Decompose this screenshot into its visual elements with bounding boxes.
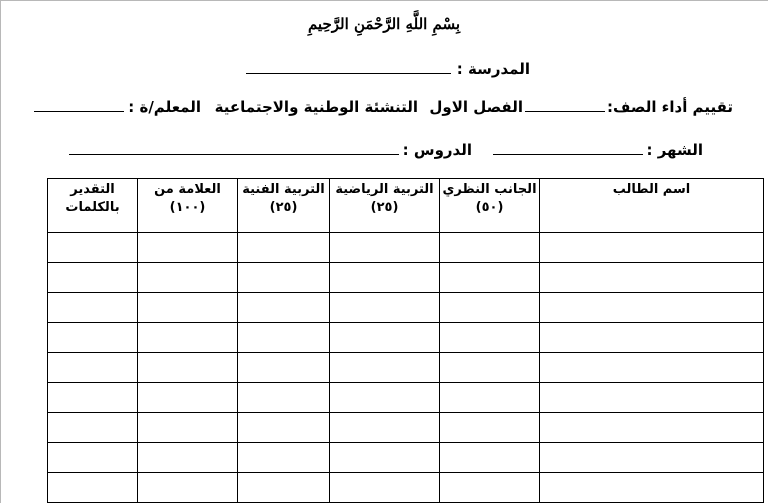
grade-in-words-header: التقدير بالكلمات [48, 179, 138, 233]
teacher-field [34, 98, 201, 116]
grade-in-words-cell[interactable] [48, 473, 138, 503]
total-mark-cell[interactable] [138, 413, 238, 443]
table-row [48, 353, 764, 383]
student-name-cell[interactable] [540, 473, 764, 503]
student-name-cell[interactable] [540, 293, 764, 323]
total-mark-cell[interactable] [138, 323, 238, 353]
total-mark-cell[interactable] [138, 473, 238, 503]
physical-education-cell[interactable] [330, 353, 440, 383]
grade-in-words-cell[interactable] [48, 233, 138, 263]
theory-cell[interactable] [440, 413, 540, 443]
month-label: الشهر : [646, 141, 703, 159]
physical-education-cell[interactable] [330, 413, 440, 443]
table-row [48, 383, 764, 413]
grades-table [47, 178, 764, 503]
teacher-label: المعلم/ة : [128, 98, 201, 116]
lessons-field [69, 141, 472, 159]
total-mark-cell[interactable] [138, 263, 238, 293]
art-education-cell[interactable] [238, 353, 330, 383]
art-education-header: التربية الفنية (٢٥) [238, 179, 330, 233]
grade-in-words-cell[interactable] [48, 413, 138, 443]
total-mark-cell[interactable] [138, 293, 238, 323]
table-row [48, 263, 764, 293]
theory-cell[interactable] [440, 323, 540, 353]
theory-header: الجانب النظري (٥٠) [440, 179, 540, 233]
grade-in-words-cell[interactable] [48, 383, 138, 413]
physical-education-cell[interactable] [330, 383, 440, 413]
teacher-blank[interactable] [34, 99, 124, 112]
grade-in-words-cell[interactable] [48, 293, 138, 323]
lessons-blank[interactable] [69, 142, 399, 155]
grades-table-body [48, 233, 764, 503]
class-evaluation-field [525, 98, 733, 116]
art-education-cell[interactable] [238, 413, 330, 443]
grade-in-words-cell[interactable] [48, 353, 138, 383]
art-education-cell[interactable] [238, 233, 330, 263]
physical-education-cell[interactable] [330, 233, 440, 263]
table-row [48, 323, 764, 353]
table-row [48, 233, 764, 263]
school-field [246, 60, 530, 78]
physical-education-cell[interactable] [330, 293, 440, 323]
student-name-cell[interactable] [540, 233, 764, 263]
art-education-cell[interactable] [238, 263, 330, 293]
total-mark-cell[interactable] [138, 443, 238, 473]
student-name-cell[interactable] [540, 443, 764, 473]
art-education-cell[interactable] [238, 293, 330, 323]
total-mark-cell[interactable] [138, 383, 238, 413]
physical-education-cell[interactable] [330, 473, 440, 503]
table-row [48, 413, 764, 443]
grade-in-words-cell[interactable] [48, 443, 138, 473]
month-field [493, 141, 704, 159]
evaluation-blank[interactable] [525, 99, 605, 112]
physical-education-cell[interactable] [330, 443, 440, 473]
student-name-cell[interactable] [540, 353, 764, 383]
student-name-header: اسم الطالب [540, 179, 764, 233]
physical-education-cell[interactable] [330, 263, 440, 293]
table-row [48, 293, 764, 323]
total-mark-header: العلامة من (١٠٠) [138, 179, 238, 233]
student-name-cell[interactable] [540, 383, 764, 413]
physical-education-cell[interactable] [330, 323, 440, 353]
art-education-cell[interactable] [238, 383, 330, 413]
total-mark-cell[interactable] [138, 233, 238, 263]
art-education-cell[interactable] [238, 443, 330, 473]
theory-cell[interactable] [440, 293, 540, 323]
grade-in-words-cell[interactable] [48, 263, 138, 293]
table-row [48, 473, 764, 503]
theory-cell[interactable] [440, 383, 540, 413]
term-label: الفصل الاول [429, 98, 523, 116]
student-name-cell[interactable] [540, 263, 764, 293]
theory-cell[interactable] [440, 263, 540, 293]
physical-education-header: التربية الرياضية (٢٥) [330, 179, 440, 233]
basmala-heading: بِسْمِ اللَّهِ الرَّحْمَنِ الرَّحِيمِ [307, 15, 461, 33]
table-row [48, 443, 764, 473]
student-name-cell[interactable] [540, 323, 764, 353]
school-label: المدرسة : [456, 60, 530, 78]
table-header-row [48, 179, 764, 233]
subject-label: التنشئة الوطنية والاجتماعية [214, 98, 418, 116]
theory-cell[interactable] [440, 443, 540, 473]
student-name-cell[interactable] [540, 413, 764, 443]
total-mark-cell[interactable] [138, 353, 238, 383]
lessons-label: الدروس : [402, 141, 472, 159]
art-education-cell[interactable] [238, 473, 330, 503]
grade-in-words-cell[interactable] [48, 323, 138, 353]
art-education-cell[interactable] [238, 323, 330, 353]
evaluation-label: تقييم أداء الصف: [607, 98, 733, 116]
theory-cell[interactable] [440, 473, 540, 503]
theory-cell[interactable] [440, 353, 540, 383]
month-blank[interactable] [493, 142, 643, 155]
school-blank[interactable] [246, 61, 451, 74]
theory-cell[interactable] [440, 233, 540, 263]
